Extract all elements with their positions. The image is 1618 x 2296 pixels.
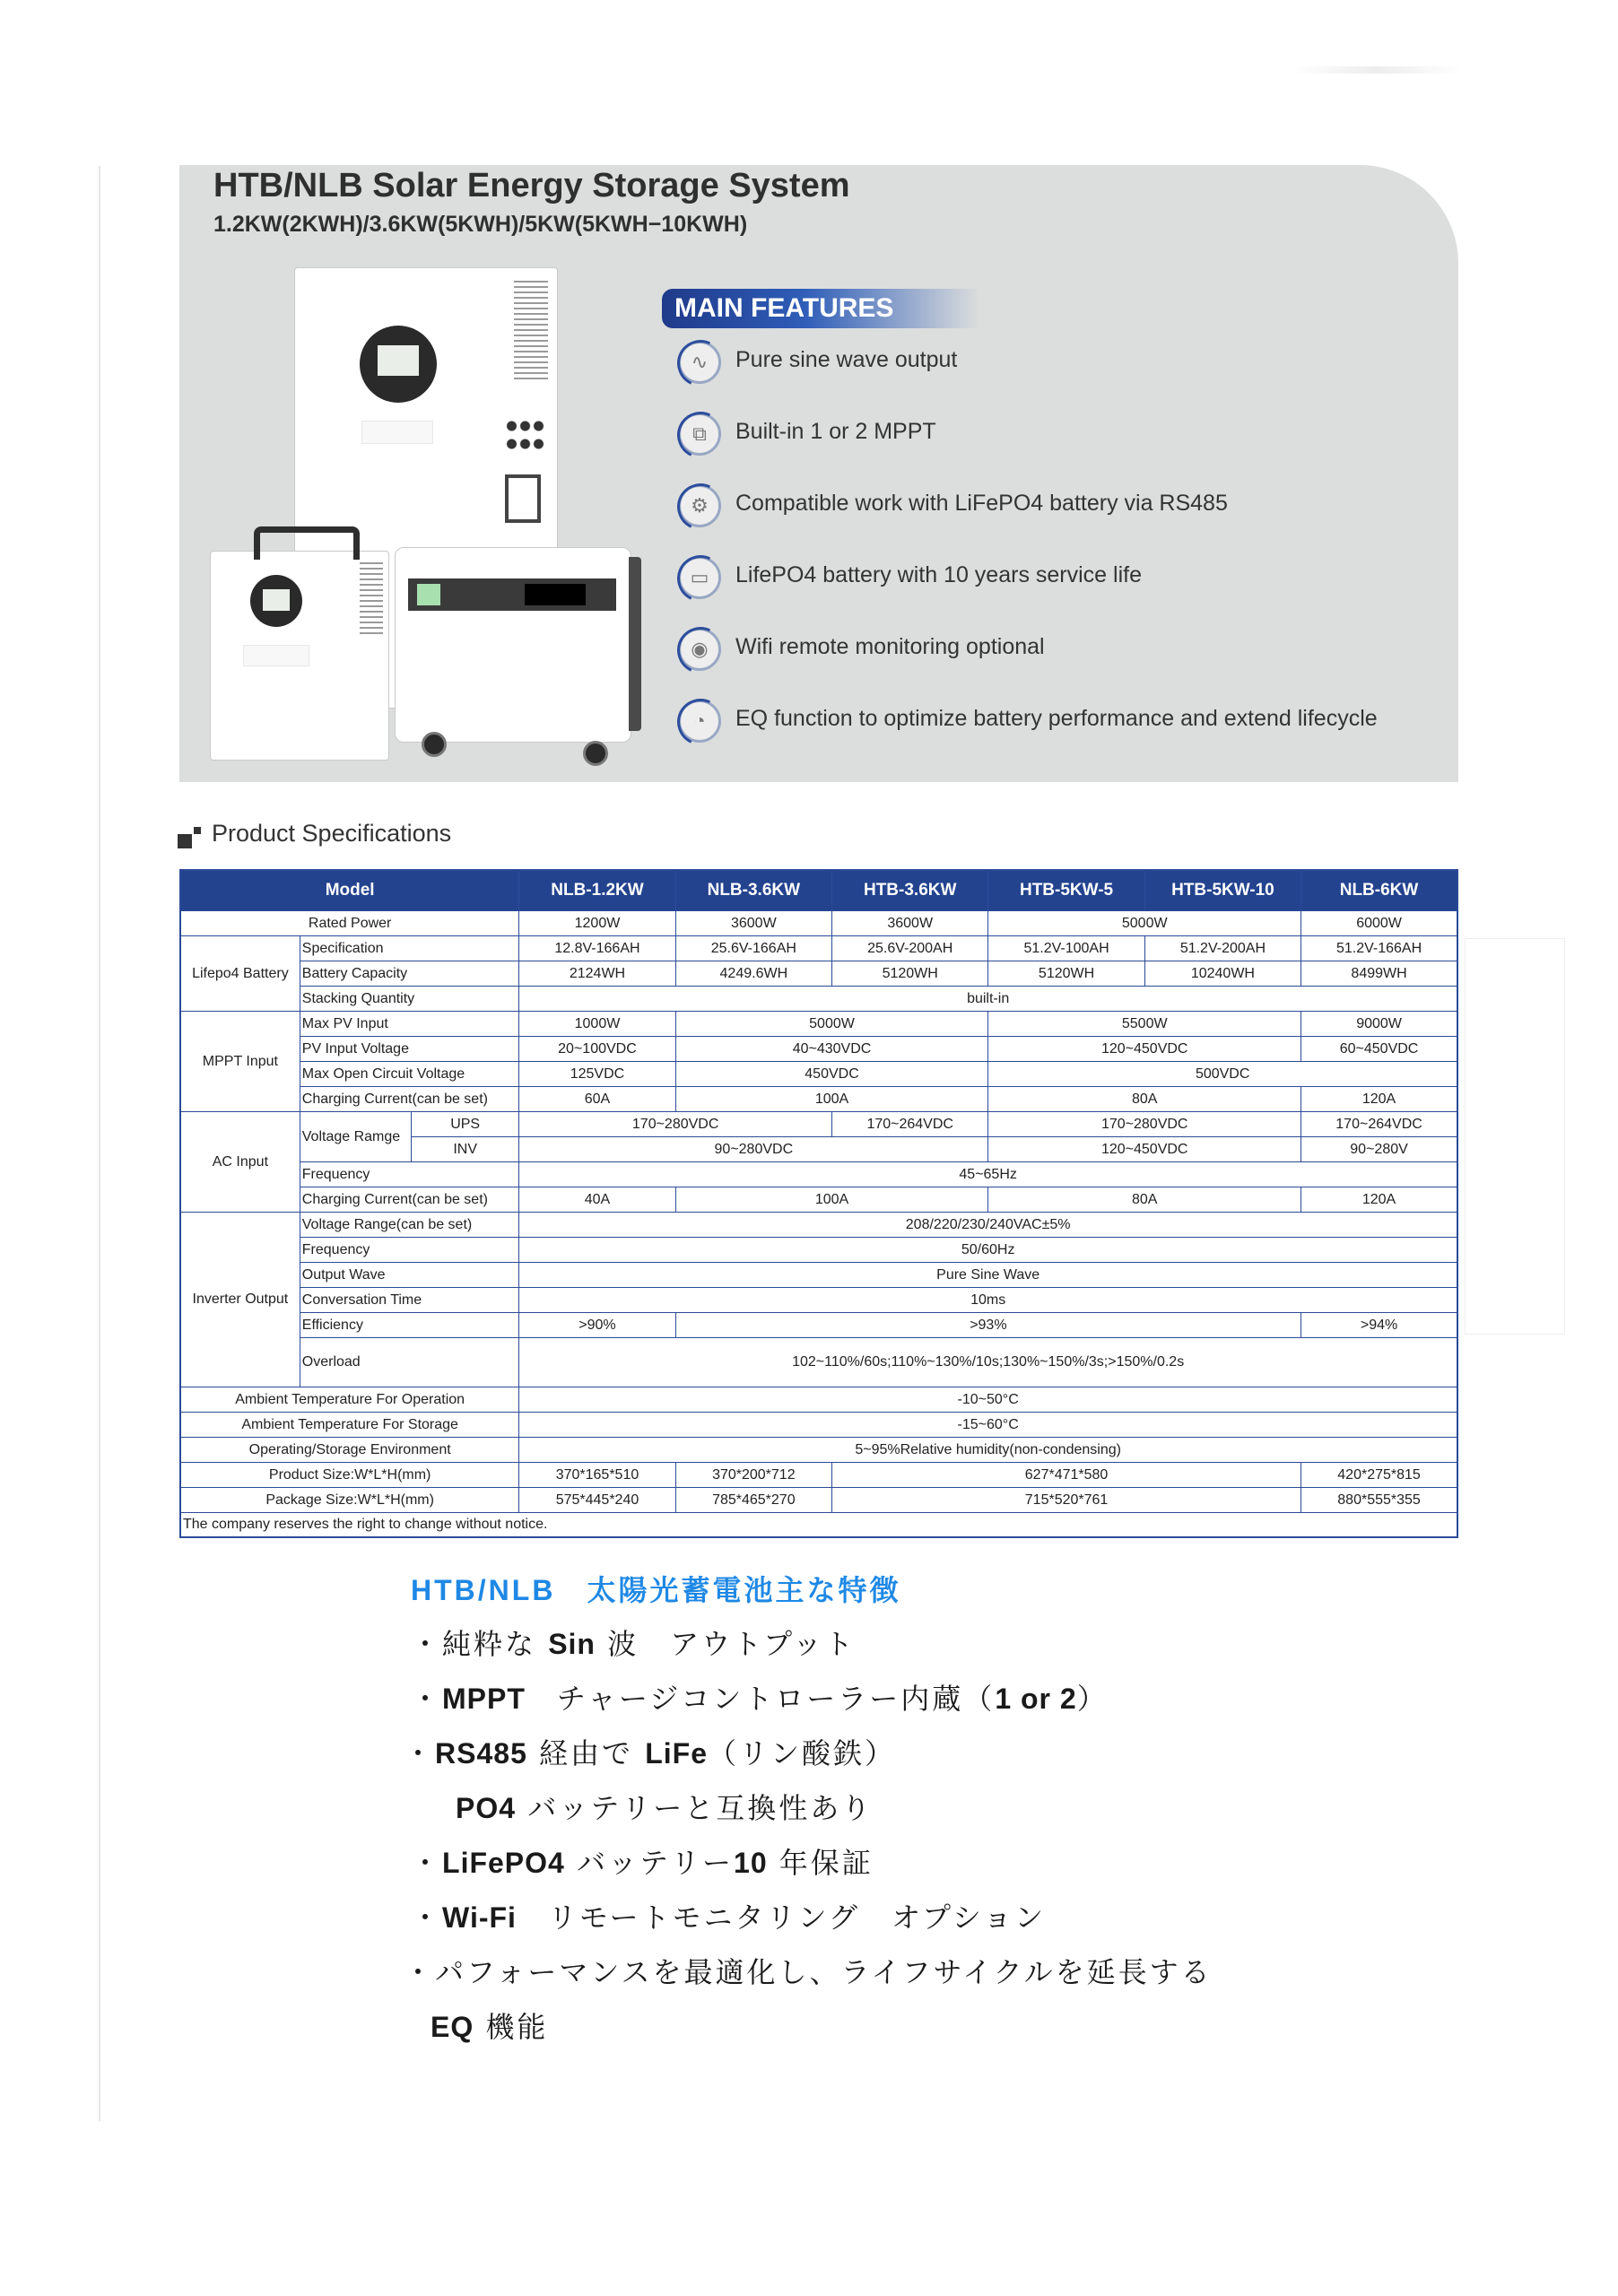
feature-item xyxy=(678,341,1458,395)
cell: 80A xyxy=(988,1087,1301,1112)
row-label: Max PV Input xyxy=(300,1012,519,1037)
cell: 51.2V-100AH xyxy=(988,936,1144,961)
cell: 100A xyxy=(675,1087,988,1112)
row-label: Battery Capacity xyxy=(300,961,519,987)
cell: 90~280V xyxy=(1301,1137,1457,1162)
product-image-wheeled-unit xyxy=(395,547,631,743)
page-subtitle: 1.2KW(2KWH)/3.6KW(5KWH)/5KW(5KWH−10KWH) xyxy=(213,212,748,237)
cell: 40A xyxy=(519,1187,675,1213)
cell: 20~100VDC xyxy=(519,1037,675,1062)
row-label: Operating/Storage Environment xyxy=(180,1438,519,1463)
jp-feature-line: PO4 バッテリーと互換性あり xyxy=(456,1791,874,1825)
table-row xyxy=(180,936,1457,961)
cell: 170~264VDC xyxy=(1301,1112,1457,1137)
cell: 6000W xyxy=(1301,911,1457,936)
cell: 170~264VDC xyxy=(832,1112,988,1137)
cell: 120A xyxy=(1301,1187,1457,1213)
feature-text: LifePO4 battery with 10 years service life xyxy=(735,562,1142,587)
cell: 450VDC xyxy=(675,1062,988,1087)
mppt-icon: ⧉ xyxy=(678,413,721,456)
table-footnote-row xyxy=(180,1513,1457,1538)
cell: 170~280VDC xyxy=(519,1112,832,1137)
cell: 170~280VDC xyxy=(988,1112,1301,1137)
cell: 125VDC xyxy=(519,1062,675,1087)
row-label: Product Size:W*L*H(mm) xyxy=(180,1463,519,1488)
row-label: Output Wave xyxy=(300,1263,519,1288)
row-label: Max Open Circuit Voltage xyxy=(300,1062,519,1087)
table-row xyxy=(180,1062,1457,1087)
row-label: PV Input Voltage xyxy=(300,1037,519,1062)
table-row xyxy=(180,987,1457,1012)
eye-icon: ◉ xyxy=(678,628,721,671)
row-label: Overload xyxy=(300,1338,519,1387)
cell: 120~450VDC xyxy=(988,1037,1301,1062)
row-label: Rated Power xyxy=(180,911,519,936)
cell: 5120WH xyxy=(988,961,1144,987)
cell: 5~95%Relative humidity(non-condensing) xyxy=(519,1438,1457,1463)
header-cell: HTB-3.6KW xyxy=(832,870,988,911)
row-label: Frequency xyxy=(300,1162,519,1187)
table-row xyxy=(180,1488,1457,1513)
specs-title: Product Specifications xyxy=(212,820,452,847)
sub-label: UPS xyxy=(412,1112,519,1137)
table-row xyxy=(180,1213,1457,1238)
cell: 1200W xyxy=(519,911,675,936)
wheel-icon xyxy=(422,732,447,757)
cell: 5120WH xyxy=(832,961,988,987)
feature-text: Wifi remote monitoring optional xyxy=(735,634,1045,659)
cell: 12.8V-166AH xyxy=(519,936,675,961)
table-row xyxy=(180,1238,1457,1263)
cell: >94% xyxy=(1301,1313,1457,1338)
table-row xyxy=(180,911,1457,936)
table-row xyxy=(180,1338,1457,1387)
row-label: Frequency xyxy=(300,1238,519,1263)
row-label: Conversation Time xyxy=(300,1288,519,1313)
row-label: Voltage Range(can be set) xyxy=(300,1213,519,1238)
cell: 3600W xyxy=(832,911,988,936)
left-margin-line xyxy=(99,166,100,2121)
feature-item xyxy=(678,484,1458,538)
cell: built-in xyxy=(519,987,1457,1012)
feature-text: Compatible work with LiFePO4 battery via RS485 xyxy=(735,491,1228,516)
cell: 60~450VDC xyxy=(1301,1037,1457,1062)
header-cell: NLB-1.2KW xyxy=(519,870,675,911)
cell: 880*555*355 xyxy=(1301,1488,1457,1513)
cell: 25.6V-200AH xyxy=(832,936,988,961)
cell: 51.2V-200AH xyxy=(1144,936,1300,961)
group-label: Inverter Output xyxy=(180,1213,300,1387)
cell: 3600W xyxy=(675,911,831,936)
cell: 10ms xyxy=(519,1288,1457,1313)
battery-icon: ▭ xyxy=(678,556,721,599)
row-label: Specification xyxy=(300,936,519,961)
feature-text: EQ function to optimize battery performance and extend lifecycle xyxy=(735,706,1378,731)
main-features-heading: MAIN FEATURES xyxy=(662,289,979,328)
jp-feature-line: ・Wi-Fi リモートモニタリング オプション xyxy=(411,1900,1047,1935)
cell: 50/60Hz xyxy=(519,1238,1457,1263)
gear-icon: ⚙ xyxy=(678,484,721,527)
jp-feature-line: ・LiFePO4 バッテリー10 年保証 xyxy=(411,1846,874,1880)
cell: -15~60°C xyxy=(519,1413,1457,1438)
table-row xyxy=(180,1012,1457,1037)
table-row xyxy=(180,961,1457,987)
spec-table xyxy=(179,869,1458,1538)
header-cell: NLB-3.6KW xyxy=(675,870,831,911)
cell: 785*465*270 xyxy=(675,1488,831,1513)
table-row xyxy=(180,1387,1457,1413)
cell: 120~450VDC xyxy=(988,1137,1301,1162)
row-label: Voltage Ramge xyxy=(300,1112,411,1162)
cell: 102~110%/60s;110%~130%/10s;130%~150%/3s;>150%/0.2s xyxy=(519,1338,1457,1387)
table-row xyxy=(180,1263,1457,1288)
cell: >93% xyxy=(675,1313,1300,1338)
hero-banner xyxy=(179,165,1458,782)
cell: 120A xyxy=(1301,1087,1457,1112)
cell: 208/220/230/240VAC±5% xyxy=(519,1213,1457,1238)
row-label: Efficiency xyxy=(300,1313,519,1338)
feature-item xyxy=(678,628,1458,682)
jp-feature-line: ・MPPT チャージコントローラー内蔵（1 or 2） xyxy=(411,1682,1109,1716)
header-cell: HTB-5KW-10 xyxy=(1144,870,1300,911)
jp-feature-line: EQ 機能 xyxy=(431,2010,549,2044)
cell: 80A xyxy=(988,1187,1301,1213)
cell: 2124WH xyxy=(519,961,675,987)
table-row xyxy=(180,1187,1457,1213)
top-faint-mark xyxy=(1292,66,1462,74)
cell: 370*200*712 xyxy=(675,1463,831,1488)
cell: 4249.6WH xyxy=(675,961,831,987)
feature-item xyxy=(678,556,1458,610)
jp-feature-line: ・純粋な Sin 波 アウトプット xyxy=(411,1627,856,1661)
feature-text: Built-in 1 or 2 MPPT xyxy=(735,419,936,444)
table-row xyxy=(180,1112,1457,1137)
row-label: Ambient Temperature For Operation xyxy=(180,1387,519,1413)
header-cell: Model xyxy=(180,870,519,911)
table-row xyxy=(180,1413,1457,1438)
table-row xyxy=(180,1162,1457,1187)
cell: 5000W xyxy=(988,911,1301,936)
cell: -10~50°C xyxy=(519,1387,1457,1413)
cell: 9000W xyxy=(1301,1012,1457,1037)
section-square-icon xyxy=(178,827,199,848)
cell: 100A xyxy=(675,1187,988,1213)
cell: 40~430VDC xyxy=(675,1037,988,1062)
row-label: Charging Current(can be set) xyxy=(300,1187,519,1213)
cell: 370*165*510 xyxy=(519,1463,675,1488)
cell: 51.2V-166AH xyxy=(1301,936,1457,961)
cell: >90% xyxy=(519,1313,675,1338)
wheel-icon xyxy=(583,741,608,766)
cell: 10240WH xyxy=(1144,961,1300,987)
cell: 90~280VDC xyxy=(519,1137,988,1162)
feature-item xyxy=(678,413,1458,466)
footnote: The company reserves the right to change without notice. xyxy=(180,1513,1457,1538)
row-label: Package Size:W*L*H(mm) xyxy=(180,1488,519,1513)
cell: 8499WH xyxy=(1301,961,1457,987)
cell: 627*471*580 xyxy=(832,1463,1301,1488)
group-label: Lifepo4 Battery xyxy=(180,936,300,1012)
cell: Pure Sine Wave xyxy=(519,1263,1457,1288)
cell: 715*520*761 xyxy=(832,1488,1301,1513)
sub-label: INV xyxy=(412,1137,519,1162)
page-title: HTB/NLB Solar Energy Storage System xyxy=(213,167,850,204)
jp-title: HTB/NLB 太陽光蓄電池主な特徴 xyxy=(411,1573,901,1607)
header-cell: HTB-5KW-5 xyxy=(988,870,1144,911)
table-row xyxy=(180,1463,1457,1488)
cell: 1000W xyxy=(519,1012,675,1037)
row-label: Stacking Quantity xyxy=(300,987,519,1012)
group-label: AC Input xyxy=(180,1112,300,1213)
table-row xyxy=(180,1288,1457,1313)
cell: 45~65Hz xyxy=(519,1162,1457,1187)
cell: 5500W xyxy=(988,1012,1301,1037)
cell: 5000W xyxy=(675,1012,988,1037)
side-faint-box xyxy=(1465,938,1565,1335)
sine-wave-icon: ∿ xyxy=(678,341,721,384)
row-label: Ambient Temperature For Storage xyxy=(180,1413,519,1438)
table-row xyxy=(180,1438,1457,1463)
cell: 575*445*240 xyxy=(519,1488,675,1513)
table-row xyxy=(180,1313,1457,1338)
cell: 25.6V-166AH xyxy=(675,936,831,961)
gauge-icon: ◔ xyxy=(678,700,721,743)
cell: 60A xyxy=(519,1087,675,1112)
feature-item xyxy=(678,700,1458,753)
cell: 420*275*815 xyxy=(1301,1463,1457,1488)
table-row xyxy=(180,1037,1457,1062)
row-label: Charging Current(can be set) xyxy=(300,1087,519,1112)
jp-feature-line: ・RS485 経由で LiFe（リン酸鉄） xyxy=(404,1736,897,1770)
product-image-portable-unit xyxy=(210,551,389,761)
group-label: MPPT Input xyxy=(180,1012,300,1112)
jp-feature-line: ・パフォーマンスを最適化し、ライフサイクルを延長する xyxy=(404,1955,1213,1989)
header-cell: NLB-6KW xyxy=(1301,870,1457,911)
cell: 500VDC xyxy=(988,1062,1457,1087)
table-row xyxy=(180,1087,1457,1112)
feature-text: Pure sine wave output xyxy=(735,347,958,372)
spec-header-row xyxy=(180,870,1457,911)
